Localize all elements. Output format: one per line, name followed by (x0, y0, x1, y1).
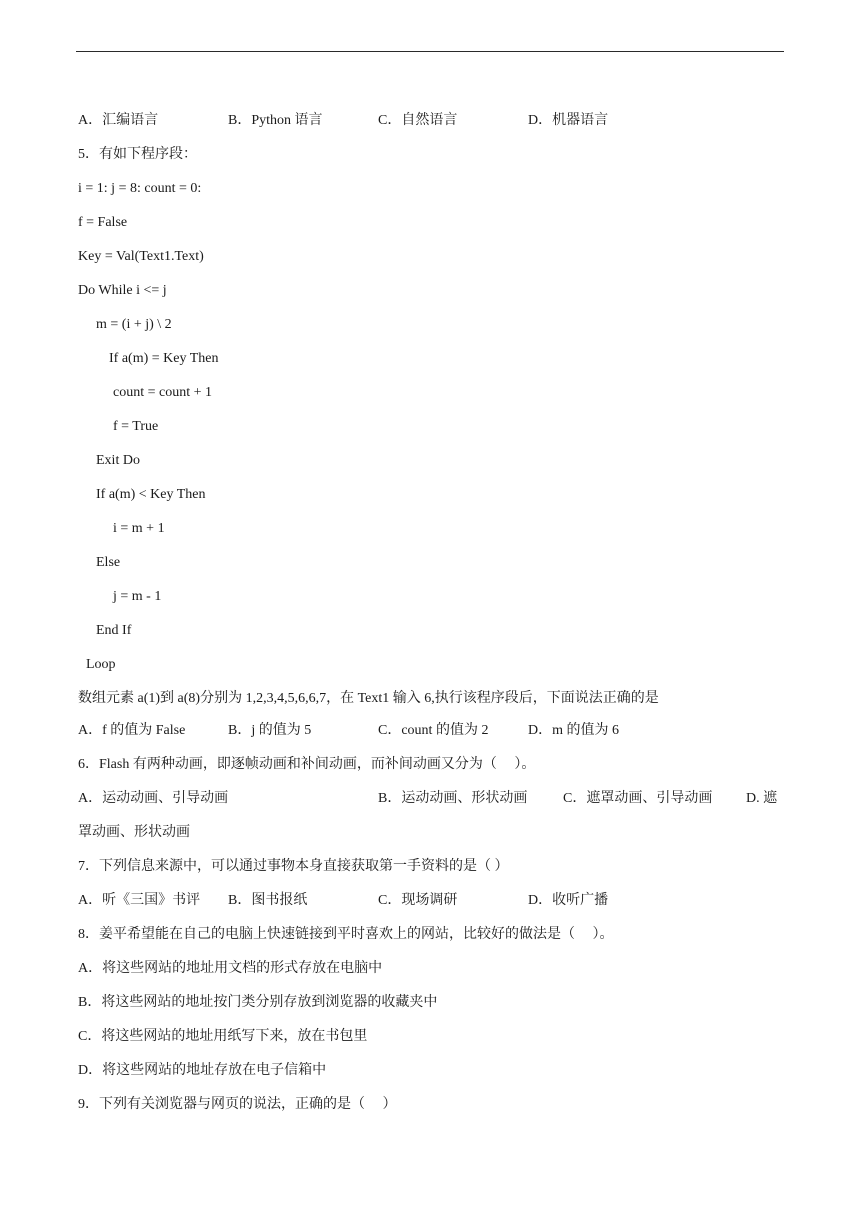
code-line: Do While i <= j (78, 283, 167, 298)
code-line: If a(m) < Key Then (96, 487, 206, 502)
q6-option-d-continued: 罩动画、形状动画 (78, 825, 190, 840)
q7-option-d: D．收听广播 (528, 893, 609, 908)
code-line: j = m - 1 (113, 589, 162, 604)
header-rule (76, 51, 784, 52)
q5-question: 数组元素 a(1)到 a(8)分别为 1,2,3,4,5,6,6,7，在 Text1 输入 6,执行该程序段后，下面说法正确的是 (78, 691, 659, 706)
q7-stem: 7．下列信息来源中，可以通过事物本身直接获取第一手资料的是（ ） (78, 859, 509, 874)
code-line: Key = Val(Text1.Text) (78, 249, 204, 264)
code-line: i = m + 1 (113, 521, 165, 536)
code-line: Loop (86, 657, 116, 672)
code-line: Else (96, 555, 121, 570)
q5-option-d: D．m 的值为 6 (528, 723, 619, 738)
q6-option-b: B．运动动画、形状动画 (378, 791, 528, 806)
q6-option-a: A．运动动画、引导动画 (78, 791, 229, 806)
q5-option-c: C．count 的值为 2 (378, 723, 489, 738)
q4-option-c: C．自然语言 (378, 113, 458, 128)
q4-option-b: B．Python 语言 (228, 113, 323, 128)
code-line: i = 1: j = 8: count = 0: (78, 181, 202, 196)
q8-option-c: C．将这些网站的地址用纸写下来，放在书包里 (78, 1029, 368, 1044)
q7-option-c: C．现场调研 (378, 893, 458, 908)
code-line: count = count + 1 (113, 385, 212, 400)
q9-stem: 9．下列有关浏览器与网页的说法，正确的是（ ） (78, 1097, 397, 1112)
q4-option-d: D．机器语言 (528, 113, 609, 128)
q6-option-c: C．遮罩动画、引导动画 (563, 791, 713, 806)
q5-option-b: B．j 的值为 5 (228, 723, 312, 738)
q8-option-a: A．将这些网站的地址用文档的形式存放在电脑中 (78, 961, 383, 976)
code-line: f = True (113, 419, 159, 434)
code-line: If a(m) = Key Then (109, 351, 219, 366)
code-line: f = False (78, 215, 128, 230)
code-line: End If (96, 623, 132, 638)
q6-option-d: D. 遮 (746, 791, 778, 806)
q5-stem: 5．有如下程序段： (78, 147, 197, 162)
q7-option-a: A．听《三国》书评 (78, 893, 201, 908)
q5-option-a: A．f 的值为 False (78, 723, 186, 738)
q8-option-b: B．将这些网站的地址按门类分别存放到浏览器的收藏夹中 (78, 995, 438, 1010)
q8-stem: 8．姜平希望能在自己的电脑上快速链接到平时喜欢上的网站，比较好的做法是（ ）。 (78, 927, 614, 942)
q7-option-b: B．图书报纸 (228, 893, 308, 908)
code-line: m = (i + j) \ 2 (96, 317, 172, 332)
q4-option-a: A．汇编语言 (78, 113, 159, 128)
q6-stem: 6．Flash 有两种动画，即逐帧动画和补间动画，而补间动画又分为（ ）。 (78, 757, 536, 772)
q8-option-d: D．将这些网站的地址存放在电子信箱中 (78, 1063, 327, 1078)
code-line: Exit Do (96, 453, 140, 468)
